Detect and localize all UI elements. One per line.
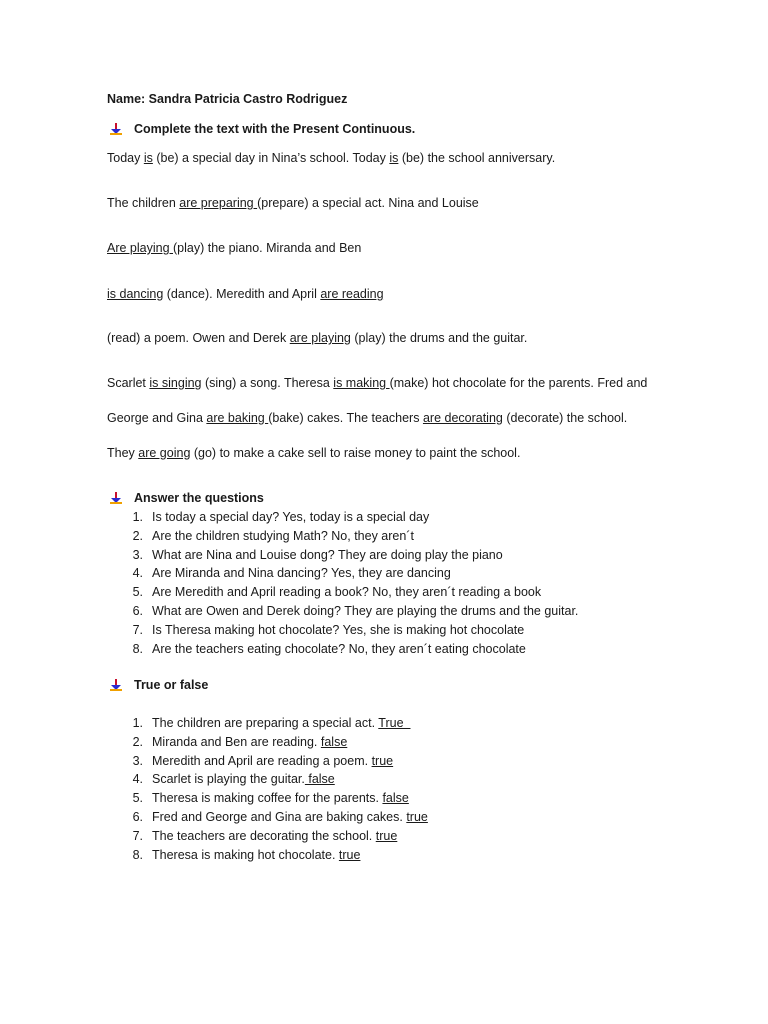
answer-fill: are preparing [179, 196, 258, 210]
answer-fill: Are playing [107, 241, 174, 255]
questions-list [107, 508, 578, 658]
list-item [107, 808, 428, 827]
answer-fill: are going [138, 446, 191, 460]
answer-fill: are decorating [422, 411, 503, 425]
list-item [107, 508, 578, 527]
arrow-bullet-icon [110, 679, 122, 691]
item-number: 1. [132, 716, 143, 730]
item-number: 7. [132, 828, 143, 843]
item-number: 8. [132, 847, 143, 862]
item-text: The teachers are decorating the school. [152, 828, 376, 843]
item-text: What are Owen and Derek doing? They are playing the drums and the guitar. [152, 603, 579, 618]
item-answer: false [382, 791, 409, 806]
text-segment: (bake) cakes. The teachers [268, 411, 423, 425]
item-text: Fred and George and Gina are baking cakes. [152, 809, 407, 824]
answer-fill: are playing [289, 331, 351, 345]
heading-label: Answer the questions [134, 491, 264, 505]
text-segment: Today [107, 151, 144, 165]
item-text: Are Meredith and April reading a book? No, they aren´t reading a book [152, 585, 542, 600]
answer-fill: is [389, 151, 399, 165]
item-answer: false [304, 772, 335, 787]
item-answer: false [320, 734, 348, 749]
text-line [107, 241, 361, 255]
item-number: 6. [132, 809, 143, 824]
text-segment: The children [107, 196, 180, 210]
text-line [107, 331, 527, 345]
text-line [107, 411, 627, 425]
text-segment: (go) to make a cake sell to raise money to paint the school. [190, 446, 521, 460]
list-item [107, 621, 578, 640]
arrow-bullet-icon [110, 492, 122, 504]
text-line [107, 287, 384, 301]
item-answer: true [371, 753, 394, 768]
arrow-bullet-icon [110, 123, 122, 135]
list-item [107, 602, 578, 621]
list-item [107, 527, 578, 546]
list-item [107, 846, 428, 865]
item-number: 4. [132, 772, 143, 787]
item-number: 8. [132, 641, 143, 656]
text-segment: (prepare) a special act. Nina and Louise [257, 196, 479, 210]
item-text: Theresa is making coffee for the parents. [152, 791, 383, 806]
text-segment: (be) the school anniversary. [398, 151, 556, 165]
student-name: Name: Sandra Patricia Castro Rodriguez [107, 92, 348, 106]
item-text: Are the children studying Math? No, they aren´t [152, 528, 414, 543]
item-answer: True [378, 716, 411, 730]
list-item [107, 583, 578, 602]
text-segment: They [107, 446, 139, 460]
item-number: 6. [132, 603, 143, 618]
answer-fill: is [143, 151, 153, 165]
heading-label: True or false [134, 678, 209, 692]
heading-label: Complete the text with the Present Continuous. [134, 122, 416, 136]
text-line [107, 151, 555, 165]
list-item [107, 564, 578, 583]
item-number: 5. [132, 585, 143, 600]
item-text: Is Theresa making hot chocolate? Yes, she is making hot chocolate [152, 622, 525, 637]
section-heading-complete [110, 122, 415, 136]
text-segment: (dance). Meredith and April [163, 287, 321, 301]
text-segment: George and Gina [107, 411, 207, 425]
item-text: The children are preparing a special act. [152, 716, 379, 730]
item-text: Scarlet is playing the guitar. [152, 772, 305, 787]
list-item [107, 770, 428, 789]
item-number: 2. [132, 734, 143, 749]
list-item [107, 752, 428, 771]
item-answer: true [375, 828, 398, 843]
list-item [107, 789, 428, 808]
list-item [107, 733, 428, 752]
item-text: Miranda and Ben are reading. [152, 734, 321, 749]
true-false-list [107, 714, 428, 864]
answer-fill: is singing [149, 376, 202, 390]
item-text: Theresa is making hot chocolate. [152, 847, 339, 862]
text-segment: (play) the drums and the guitar. [350, 331, 528, 345]
answer-fill: is dancing [107, 287, 164, 301]
answer-fill: are baking [206, 411, 269, 425]
item-number: 3. [132, 547, 143, 562]
list-item [107, 827, 428, 846]
section-heading-questions [110, 491, 264, 505]
text-line [107, 376, 647, 390]
text-segment: Scarlet [107, 376, 150, 390]
item-text: Are Miranda and Nina dancing? Yes, they are dancing [152, 566, 451, 581]
text-line [107, 446, 520, 460]
text-segment: (play) the piano. Miranda and Ben [173, 241, 362, 255]
item-number: 7. [132, 622, 143, 637]
list-item [107, 714, 428, 733]
item-text: What are Nina and Louise dong? They are doing play the piano [152, 547, 503, 562]
text-segment: (read) a poem. Owen and Derek [107, 331, 290, 345]
list-item [107, 546, 578, 565]
text-line [107, 196, 479, 210]
item-number: 1. [132, 510, 143, 524]
text-segment: (make) hot chocolate for the parents. Fred and [389, 376, 648, 390]
item-answer: true [406, 809, 428, 824]
item-number: 4. [132, 566, 143, 581]
text-segment: (sing) a song. Theresa [201, 376, 334, 390]
item-text: Meredith and April are reading a poem. [152, 753, 372, 768]
text-segment: (be) a special day in Nina’s school. Today [152, 151, 390, 165]
item-number: 5. [132, 791, 143, 806]
item-text: Is today a special day? Yes, today is a special day [152, 510, 430, 524]
answer-fill: are reading [320, 287, 384, 301]
section-heading-true-false [110, 678, 208, 692]
item-text: Are the teachers eating chocolate? No, they aren´t eating chocolate [152, 641, 526, 656]
item-answer: true [338, 847, 361, 862]
item-number: 3. [132, 753, 143, 768]
answer-fill: is making [333, 376, 390, 390]
text-segment: (decorate) the school. [502, 411, 628, 425]
list-item [107, 640, 578, 659]
item-number: 2. [132, 528, 143, 543]
